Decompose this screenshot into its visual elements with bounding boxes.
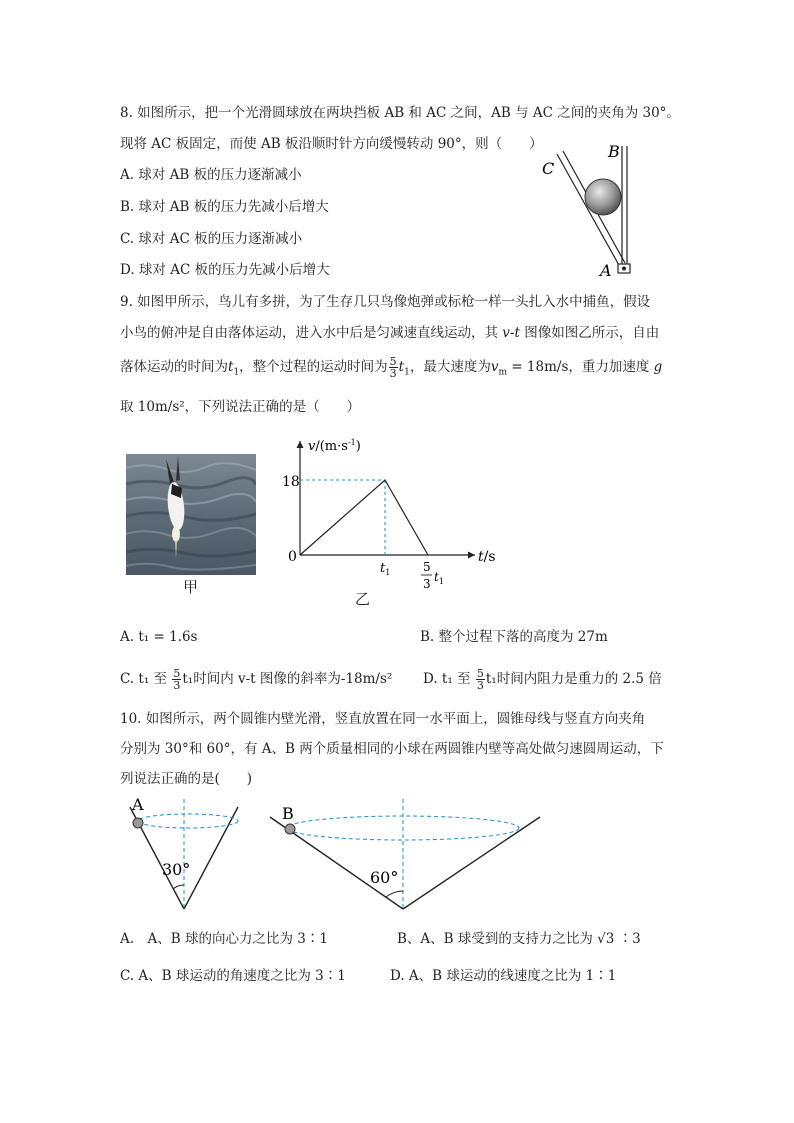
caption-jia: 甲 — [183, 578, 199, 596]
angle-label-30: 30° — [162, 860, 191, 879]
cone-a-orbit — [138, 814, 238, 828]
q10-option-d: D. A、B 球运动的线速度之比为 1∶1 — [390, 968, 617, 984]
q9-option-b: B. 整个过程下落的高度为 27m — [420, 629, 608, 645]
label-ball-a: A — [132, 795, 144, 814]
q9-stem-line4: 取 10m/s²，下列说法正确的是（ ） — [120, 399, 361, 415]
cone-b-right-wall — [403, 817, 540, 909]
q10-option-c: C. A、B 球运动的角速度之比为 3∶1 — [120, 968, 346, 984]
caption-yi: 乙 — [355, 590, 371, 608]
q8-option-a: A. 球对 AB 板的压力逐渐减小 — [120, 167, 302, 183]
q8-stem-line2: 现将 AC 板固定，而使 AB 板沿顺时针方向缓慢转动 90°，则（ ） — [120, 136, 543, 152]
q9-stem-line1: 9. 如图甲所示，鸟儿有多拼，为了生存几只鸟像炮弹或标枪一样一头扎入水中捕鱼，假设 — [120, 294, 651, 310]
cone-figure-a — [120, 795, 250, 915]
label-a: A — [600, 261, 612, 280]
ball — [585, 179, 621, 215]
q10-stem-line1: 10. 如图所示，两个圆锥内壁光滑，竖直放置在同一水平面上，圆锥母线与竖直方向夹角 — [120, 711, 646, 727]
q8-option-c: C. 球对 AC 板的压力逐渐减小 — [120, 231, 303, 247]
q9-option-c: C. t₁ 至 $\frac{5}{3}$ t₁时间内 v-t 图像的斜率为-18m/s² — [120, 667, 393, 692]
angle-label-60: 60° — [370, 868, 399, 887]
cone-figure-b — [262, 795, 547, 915]
cone-a-right-wall — [184, 807, 238, 909]
tick-t1: $t_1$ — [380, 561, 391, 577]
q8-option-d: D. 球对 AC 板的压力先减小后增大 — [120, 262, 330, 278]
q8-option-b: B. 球对 AB 板的压力先减小后增大 — [120, 199, 329, 215]
label-b: B — [608, 142, 620, 161]
bird-photo — [126, 454, 256, 575]
q10-stem-line3: 列说法正确的是( ) — [120, 771, 253, 787]
fraction-5-3: $\frac{5}{3}$ — [389, 355, 397, 380]
q10-option-b: B、A、B 球受到的支持力之比为 √3 ∶3 — [397, 931, 641, 947]
q8-stem-line1: 8. 如图所示，把一个光滑圆球放在两块挡板 AB 和 AC 之间，AB 与 AC 之间的夹角为 30°。 — [120, 105, 680, 121]
q9-option-a: A. t₁ = 1.6s — [120, 629, 198, 645]
vt-graph — [270, 435, 500, 595]
label-ball-b: B — [282, 804, 294, 823]
ball-a — [133, 818, 143, 828]
q9-stem-line3: 落体运动的时间为$t_1$，整个过程的运动时间为 $\frac{5}{3}$ $t_1$，最大速度为$v_m = 18m/s$，重力加速度 g — [120, 355, 663, 380]
q9-stem-line2: 小鸟的俯冲是自由落体运动，进入水中后是匀减速直线运动，其 v-t 图像如图乙所示，自由 — [120, 325, 660, 341]
tick-end-den: 3 — [423, 577, 431, 591]
vt-line — [300, 480, 428, 555]
angle-arc-b — [386, 891, 403, 897]
ball-b — [285, 824, 295, 834]
label-c: C — [542, 159, 555, 178]
tick-end-num: 5 — [423, 560, 431, 574]
x-axis-label: t/s — [478, 549, 496, 565]
q10-stem-line2: 分别为 30°和 60°，有 A、B 两个质量相同的小球在两圆锥内壁等高处做匀速圆周运动，下 — [120, 741, 664, 757]
hinge-pin — [622, 267, 626, 271]
q9-option-d: D. t₁ 至 $\frac{5}{3}$ t₁时间内阻力是重力的 2.5 倍 — [423, 667, 662, 692]
origin-label: 0 — [288, 549, 297, 565]
q8-figure — [530, 138, 640, 280]
y-tick-18: 18 — [282, 474, 300, 490]
q10-option-a: A. A、B 球的向心力之比为 3∶1 — [120, 931, 328, 947]
y-axis-label: $v/(m\cdot s^{-1})$ — [308, 438, 361, 454]
angle-arc-a — [173, 885, 184, 889]
tick-end-t: $t_1$ — [434, 570, 444, 586]
